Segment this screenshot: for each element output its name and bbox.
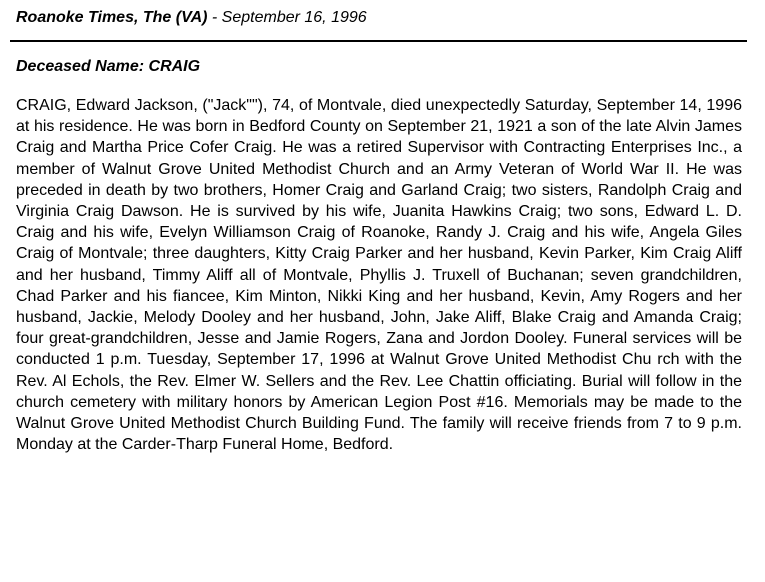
article-header	[16, 8, 367, 28]
header-separator: -	[207, 9, 222, 26]
header-divider	[10, 40, 747, 42]
deceased-name-heading: Deceased Name: CRAIG	[16, 58, 201, 75]
publication-date: September 16, 1996	[221, 9, 367, 26]
obituary-body: CRAIG, Edward Jackson, ("Jack""), 74, of Montvale, died unexpectedly Saturday, September 14, 1996 at his residence. He was born in Bedford County on September 21, 1921 a son of the late Alvin James Craig and Martha Price Cofer Craig. He was a retired Supervisor with Contracting Enterprises Inc., a member of Walnut Grove United Methodist Church and an Army Veteran of World War II. He was preceded in death by two brothers, Homer Craig and Garland Craig; two sisters, Randolph Craig and Virginia Craig Dawson. He is survived by his wife, Juanita Hawkins Craig; two sons, Edward L. D. Craig and his wife, Evelyn Williamson Craig of Roanoke, Randy J. Craig and his wife, Angela Giles Craig of Montvale; three daughters, Kitty Craig Parker and her husband, Kevin Parker, Kim Craig Aliff and her husband, Timmy Aliff all of Montvale, Phyllis J. Truxell of Buchanan; seven grandchildren, Chad Parker and his fiancee, Kim Minton, Nikki King and her husband, Kevin, Amy Rogers and her husband, Jackie, Melody Dooley and her husband, John, Jake Aliff, Blake Craig and Amanda Craig; four great-grandchildren, Jesse and Jamie Rogers, Zana and Jordon Dooley. Funeral services will be conducted 1 p.m. Tuesday, September 17, 1996 at Walnut Grove United Methodist Chu rch with the Rev. Al Echols, the Rev. Elmer W. Sellers and the Rev. Lee Chattin officiating. Burial will follow in the church cemetery with military honors by American Legion Post #16. Memorials may be made to the Walnut Grove United Methodist Church Building Fund. The family will receive friends from 7 to 9 p.m. Monday at the Carder-Tharp Funeral Home, Bedford.	[16, 97, 742, 454]
publication-name: Roanoke Times, The (VA)	[16, 9, 208, 26]
